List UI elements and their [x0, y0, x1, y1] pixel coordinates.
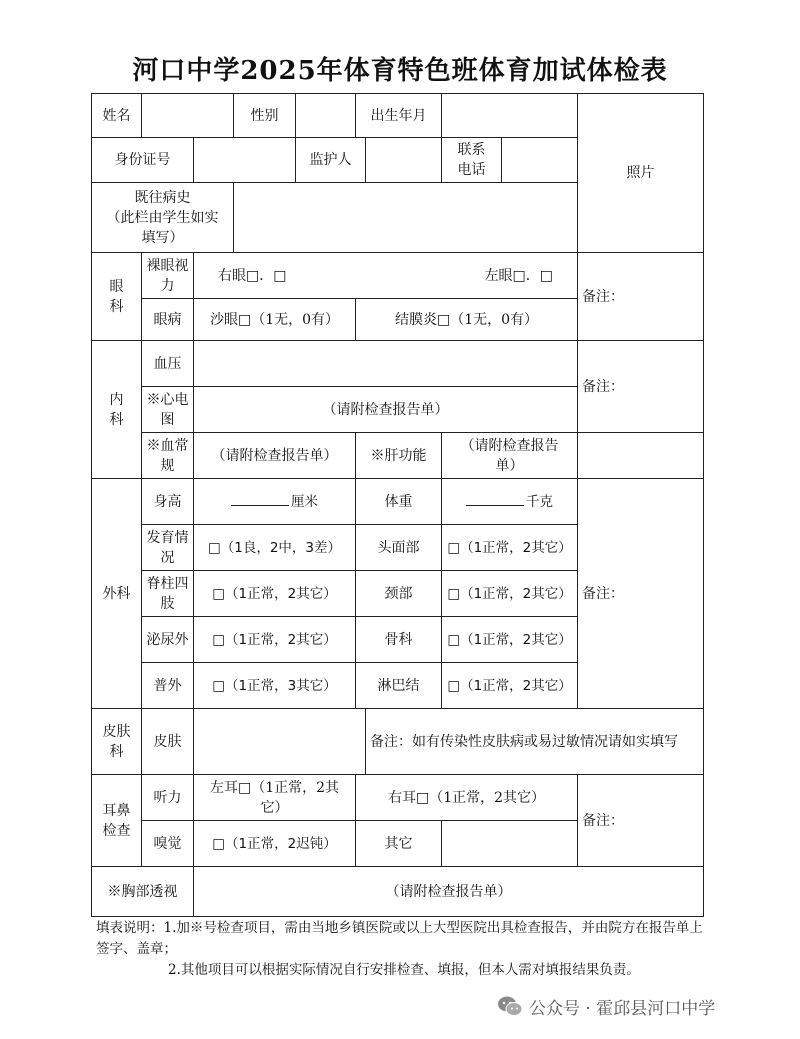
internal-extra-field[interactable] [578, 433, 704, 479]
page-title: 河口中学2025年体育特色班体育加试体检表 [132, 56, 668, 86]
left-ear-field[interactable]: 左耳□（1正常，2其 它） [194, 775, 356, 821]
history-label: 既往病史 （此栏由学生如实 填写） [92, 183, 234, 253]
form-notes [96, 918, 708, 981]
liver-label: ※肝功能 [356, 433, 442, 479]
skin-remark[interactable]: 备注：如有传染性皮肤病或易过敏情况请如实填写 [366, 709, 704, 775]
birth-field[interactable] [442, 94, 578, 138]
ecg-label: ※心电 图 [142, 387, 194, 433]
birth-label: 出生年月 [356, 94, 442, 138]
right-ear-field[interactable]: 右耳□（1正常，2其它） [356, 775, 578, 821]
spine-label: 脊柱四 肢 [142, 571, 194, 617]
health-check-form [91, 93, 704, 917]
surgery-section-label: 外科 [92, 479, 142, 709]
orthopedics-field[interactable]: □（1正常，2其它） [442, 617, 578, 663]
urology-field[interactable]: □（1正常，2其它） [194, 617, 356, 663]
other-field[interactable] [442, 821, 578, 867]
id-label: 身份证号 [92, 138, 194, 183]
guardian-field[interactable] [366, 138, 442, 183]
height-field[interactable] [194, 479, 356, 525]
footer-text: 公众号 · 霍邱县河口中学 [529, 998, 716, 1019]
skin-field[interactable] [194, 709, 366, 775]
hearing-label: 听力 [142, 775, 194, 821]
lymph-field[interactable]: □（1正常，2其它） [442, 663, 578, 709]
history-field[interactable] [234, 183, 578, 253]
name-field[interactable] [142, 94, 234, 138]
urology-label: 泌尿外 [142, 617, 194, 663]
other-label: 其它 [356, 821, 442, 867]
blood-pressure-field[interactable] [194, 341, 578, 387]
naked-vision-field[interactable] [194, 253, 578, 299]
spine-field[interactable]: □（1正常，2其它） [194, 571, 356, 617]
chest-xray-label: ※胸部透视 [92, 867, 194, 917]
note-line-1: 填表说明：1.加※号检查项目，需由当地乡镇医院或以上大型医院出具检查报告，并由院方在报告单上签字、盖章； [96, 920, 703, 957]
phone-field[interactable] [502, 138, 578, 183]
eye-disease-label: 眼病 [142, 299, 194, 341]
neck-field[interactable]: □（1正常，2其它） [442, 571, 578, 617]
smell-field[interactable]: □（1正常，2迟钝） [194, 821, 356, 867]
name-label: 姓名 [92, 94, 142, 138]
phone-label: 联系 电话 [442, 138, 502, 183]
ent-remark[interactable]: 备注： [578, 775, 704, 867]
footer-watermark [497, 991, 715, 1021]
note-line-2: 2.其他项目可以根据实际情况自行安排检查、填报，但本人需对填报结果负责。 [168, 962, 640, 978]
skin-section-label: 皮肤 科 [92, 709, 142, 775]
weight-label: 体重 [356, 479, 442, 525]
right-eye-value[interactable]: 右眼□．□ [218, 267, 287, 284]
gender-label: 性别 [234, 94, 296, 138]
chest-xray-field[interactable]: （请附检查报告单） [194, 867, 704, 917]
eye-section-label: 眼 科 [92, 253, 142, 341]
head-face-label: 头面部 [356, 525, 442, 571]
weight-blank-line [466, 505, 524, 506]
conjunctivitis-field[interactable]: 结膜炎□（1无，0有） [356, 299, 578, 341]
general-surgery-field[interactable]: □（1正常，3其它） [194, 663, 356, 709]
blood-routine-label: ※血常 规 [142, 433, 194, 479]
wechat-icon [497, 995, 523, 1017]
head-face-field[interactable]: □（1正常，2其它） [442, 525, 578, 571]
height-unit: 厘米 [291, 493, 318, 510]
lymph-label: 淋巴结 [356, 663, 442, 709]
internal-remark[interactable]: 备注： [578, 341, 704, 433]
development-field[interactable]: □（1良，2中，3差） [194, 525, 356, 571]
smell-label: 嗅觉 [142, 821, 194, 867]
liver-field[interactable]: （请附检查报告 单） [442, 433, 578, 479]
weight-unit: 千克 [526, 493, 554, 510]
photo-box[interactable]: 照片 [578, 94, 704, 253]
gender-field[interactable] [296, 94, 356, 138]
height-label: 身高 [142, 479, 194, 525]
general-surgery-label: 普外 [142, 663, 194, 709]
ent-section-label: 耳鼻 检查 [92, 775, 142, 867]
internal-section-label: 内 科 [92, 341, 142, 479]
naked-vision-label: 裸眼视 力 [142, 253, 194, 299]
blood-routine-field[interactable]: （请附检查报告单） [194, 433, 356, 479]
blood-pressure-label: 血压 [142, 341, 194, 387]
id-field[interactable] [194, 138, 296, 183]
orthopedics-label: 骨科 [356, 617, 442, 663]
left-eye-value[interactable]: 左眼□．□ [484, 267, 554, 284]
guardian-label: 监护人 [296, 138, 366, 183]
trachoma-field[interactable]: 沙眼□（1无，0有） [194, 299, 356, 341]
skin-label: 皮肤 [142, 709, 194, 775]
neck-label: 颈部 [356, 571, 442, 617]
ecg-field[interactable]: （请附检查报告单） [194, 387, 578, 433]
development-label: 发育情 况 [142, 525, 194, 571]
height-blank-line [231, 505, 289, 506]
weight-field[interactable] [442, 479, 578, 525]
surgery-remark[interactable]: 备注： [578, 479, 704, 709]
eye-remark[interactable]: 备注： [578, 253, 704, 341]
